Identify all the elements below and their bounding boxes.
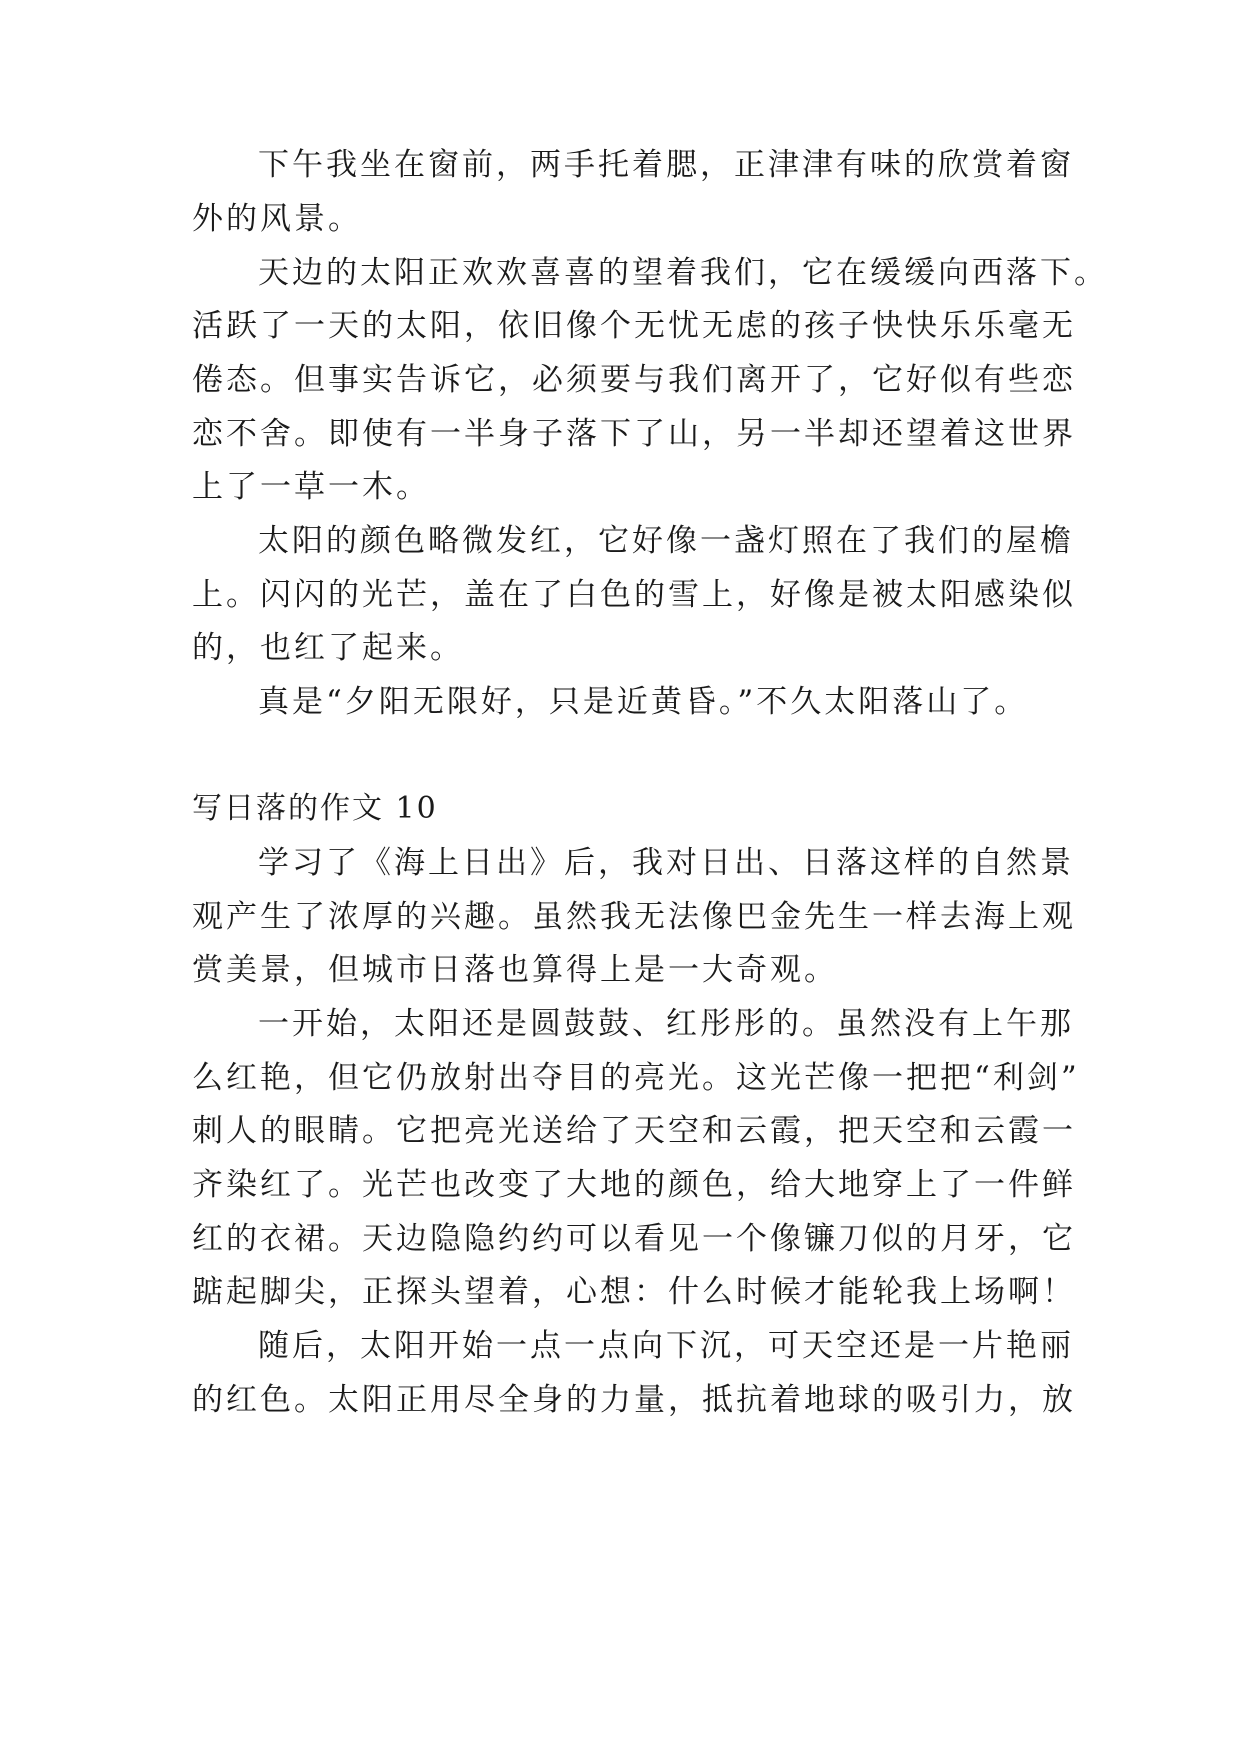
paragraph-line: 观产生了浓厚的兴趣。虽然我无法像巴金先生一样去海上观 [192, 899, 1076, 935]
paragraph-line: 太阳的颜色略微发红，它好像一盏灯照在了我们的屋檐 [258, 523, 1074, 559]
paragraph-line: 外的风景。 [192, 201, 362, 237]
paragraph-line: 的，也红了起来。 [192, 630, 464, 666]
paragraph-line: 随后，太阳开始一点一点向下沉，可天空还是一片艳丽 [258, 1328, 1074, 1364]
paragraph-line: 上了一草一木。 [192, 469, 430, 505]
paragraph-line: 真是“夕阳无限好，只是近黄昏。”不久太阳落山了。 [258, 684, 1029, 720]
paragraph-line: 一开始，太阳还是圆鼓鼓、红彤彤的。虽然没有上午那 [258, 1006, 1074, 1042]
paragraph-line: 踮起脚尖，正探头望着，心想：什么时候才能轮我上场啊！ [192, 1274, 1076, 1310]
paragraph-line: 赏美景，但城市日落也算得上是一大奇观。 [192, 952, 838, 988]
paragraph-line: 刺人的眼睛。它把亮光送给了天空和云霞，把天空和云霞一 [192, 1113, 1076, 1149]
paragraph-line: 天边的太阳正欢欢喜喜的望着我们，它在缓缓向西落下。 [258, 255, 1108, 291]
paragraph-line: 恋不舍。即使有一半身子落下了山，另一半却还望着这世界 [192, 416, 1076, 452]
paragraph-line: 倦态。但事实告诉它，必须要与我们离开了，它好似有些恋 [192, 362, 1076, 398]
paragraph-line: 红的衣裙。天边隐隐约约可以看见一个像镰刀似的月牙，它 [192, 1221, 1076, 1257]
section-title: 写日落的作文 10 [192, 791, 438, 826]
paragraph-line: 齐染红了。光芒也改变了大地的颜色，给大地穿上了一件鲜 [192, 1167, 1076, 1203]
paragraph-line: 上。闪闪的光芒，盖在了白色的雪上，好像是被太阳感染似 [192, 577, 1076, 613]
paragraph-line: 么红艳，但它仍放射出夺目的亮光。这光芒像一把把“利剑” [192, 1060, 1080, 1096]
paragraph-line: 下午我坐在窗前，两手托着腮，正津津有味的欣赏着窗 [258, 147, 1074, 183]
paragraph-line: 的红色。太阳正用尽全身的力量，抵抗着地球的吸引力，放 [192, 1382, 1076, 1418]
paragraph-line: 学习了《海上日出》后，我对日出、日落这样的自然景 [258, 845, 1074, 881]
paragraph-line: 活跃了一天的太阳，依旧像个无忧无虑的孩子快快乐乐毫无 [192, 308, 1076, 344]
